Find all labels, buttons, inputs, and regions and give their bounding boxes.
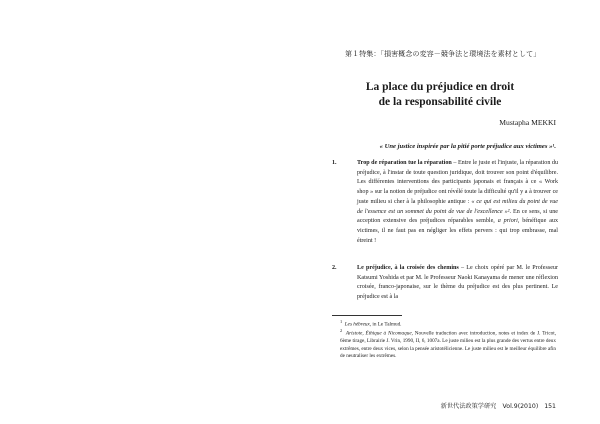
paragraph-text: . En ce sens, si une acception extensive des préjudices réparables semble, xyxy=(357,208,558,225)
footnote-mark: 1 xyxy=(340,319,343,324)
page-footer xyxy=(441,401,556,410)
paragraph-1 xyxy=(332,159,558,246)
paragraph-number: 1. xyxy=(332,160,337,166)
paragraph-lead: Trop de réparation tue la réparation xyxy=(357,160,452,166)
paragraph-text: – Le choix opéré par M. le Professeur Katsumi Yoshida et par M. le Professeur Naoki Kanayama de mener une réflexion croisée, franco-japonaise, sur le thème du préjudice est des plus pertinent. Le préjudice est à la xyxy=(357,265,558,301)
footnote-rule xyxy=(332,315,402,316)
journal-name: 新世代法政策学研究 Vol.9(2010) xyxy=(440,403,539,410)
author-name: Mustapha MEKKI xyxy=(499,118,556,127)
footnote-2 xyxy=(340,327,556,361)
footnote-text: , Nouvelle traduction avec introduction, notes et index de J. Tricot, 6ème tirage, Librairie J. Vrin, 1990, II, 6, 1007a. Le juste milieu est la plus grande des vertus entre deux extrêmes, entre deux vices, selon la pensée aristotélicienne. Le juste milieu est le meilleur équilibre afin de neutraliser les extrêmes. xyxy=(340,330,556,360)
paragraph-lead: Le préjudice, à la croisée des chemins xyxy=(357,265,459,271)
epigraph: « Une justice inspirée par la pitié porte préjudice aux victimes »¹. xyxy=(379,143,556,150)
footnote-italic: Les hébreux xyxy=(344,321,370,328)
paragraph-number: 2. xyxy=(332,265,337,271)
paragraph-quote: « ce qui est milieu du point de vue de l'essence est un sommet du point de vue de l'excellence »² xyxy=(357,198,559,215)
footnote-italic: Aristote, Éthique à Nicomaque xyxy=(345,330,412,337)
footnote-text: , in Le Talmud. xyxy=(369,321,402,328)
paragraph-text: – Entre le juste et l'injuste, la réparation du préjudice, à l'instar de toute question juridique, doit trouver son point d'équilibre. Les différentes interventions des participants japonais et français à ce « Work shop » sur la notion de préjudice ont révélé toute la difficulté qu'il y a à trouver ce juste milieu si cher à la philosophie antique : xyxy=(357,160,559,205)
paragraph-body xyxy=(357,264,558,303)
article-title-line-2: de la responsabilité civile xyxy=(378,96,502,108)
page-number: 151 xyxy=(544,403,556,410)
paragraph-2 xyxy=(332,264,558,303)
paragraph-body xyxy=(357,159,558,246)
paragraph-text: , bénéfique aux victimes, il ne faut pas en négliger les effets pervers : qui trop embrasse, mal étreint ! xyxy=(357,218,559,244)
footnote-mark: 2 xyxy=(340,328,343,333)
paragraph-italic: a priori xyxy=(497,218,518,225)
article-title-line-1: La place du préjudice en droit xyxy=(365,81,515,93)
series-header: 第１特集：「損害概念の変容－競争法と環境法を素材として」 xyxy=(345,50,541,58)
